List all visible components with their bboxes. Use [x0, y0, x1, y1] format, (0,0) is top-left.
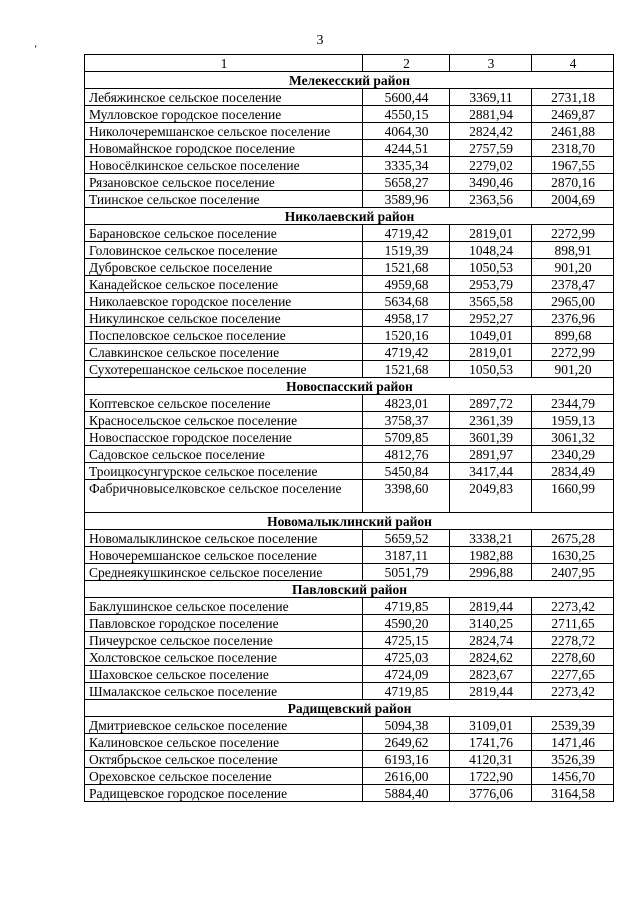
- settlement-name: Новомалыклинское сельское поселение: [85, 530, 363, 547]
- value-cell: 4719,42: [363, 225, 450, 242]
- value-cell: 2539,39: [532, 717, 614, 734]
- settlement-name: Новочеремшанское сельское поселение: [85, 547, 363, 564]
- table-row: [85, 463, 614, 480]
- settlement-name: Барановское сельское поселение: [85, 225, 363, 242]
- settlement-name: Новосёлкинское сельское поселение: [85, 157, 363, 174]
- header-cell: 4: [532, 55, 614, 72]
- table-row: [85, 259, 614, 276]
- table-row: [85, 157, 614, 174]
- table-row: [85, 547, 614, 564]
- value-cell: 3061,32: [532, 429, 614, 446]
- value-cell: 4958,17: [363, 310, 450, 327]
- value-cell: 2616,00: [363, 768, 450, 785]
- table-body: [85, 55, 614, 802]
- value-cell: 4719,42: [363, 344, 450, 361]
- settlement-name: Октябрьское сельское поселение: [85, 751, 363, 768]
- value-cell: 2272,99: [532, 225, 614, 242]
- value-cell: 3526,39: [532, 751, 614, 768]
- value-cell: 2819,44: [450, 598, 532, 615]
- value-cell: 1660,99: [532, 480, 614, 513]
- value-cell: 2278,72: [532, 632, 614, 649]
- header-cell: 3: [450, 55, 532, 72]
- value-cell: 2469,87: [532, 106, 614, 123]
- table-row: [85, 666, 614, 683]
- value-cell: 1048,24: [450, 242, 532, 259]
- settlement-name: Никулинское сельское поселение: [85, 310, 363, 327]
- value-cell: 4725,03: [363, 649, 450, 666]
- settlement-name: Славкинское сельское поселение: [85, 344, 363, 361]
- table-row: [85, 191, 614, 208]
- settlement-name: Поспеловское сельское поселение: [85, 327, 363, 344]
- value-cell: 3490,46: [450, 174, 532, 191]
- value-cell: 2996,88: [450, 564, 532, 581]
- value-cell: 5709,85: [363, 429, 450, 446]
- value-cell: 5600,44: [363, 89, 450, 106]
- settlement-name: Фабричновыселковское сельское поселение: [85, 480, 363, 513]
- table-row: [85, 327, 614, 344]
- value-cell: 2675,28: [532, 530, 614, 547]
- value-cell: 4550,15: [363, 106, 450, 123]
- value-cell: 2340,29: [532, 446, 614, 463]
- value-cell: 899,68: [532, 327, 614, 344]
- table-row: [85, 412, 614, 429]
- settlement-name: Новомайнское городское поселение: [85, 140, 363, 157]
- table-row: [85, 89, 614, 106]
- value-cell: 1521,68: [363, 361, 450, 378]
- value-cell: 1519,39: [363, 242, 450, 259]
- value-cell: 1471,46: [532, 734, 614, 751]
- value-cell: 3589,96: [363, 191, 450, 208]
- value-cell: 2824,42: [450, 123, 532, 140]
- settlement-name: Николаевское городское поселение: [85, 293, 363, 310]
- district-name: Николаевский район: [85, 208, 614, 225]
- table-row: [85, 598, 614, 615]
- table-row: [85, 751, 614, 768]
- settlement-name: Пичеурское сельское поселение: [85, 632, 363, 649]
- value-cell: 2273,42: [532, 598, 614, 615]
- value-cell: 5094,38: [363, 717, 450, 734]
- value-cell: 2361,39: [450, 412, 532, 429]
- settlement-name: Троицкосунгурское сельское поселение: [85, 463, 363, 480]
- settlement-name: Баклушинское сельское поселение: [85, 598, 363, 615]
- value-cell: 2273,42: [532, 683, 614, 700]
- settlement-name: Николочеремшанское сельское поселение: [85, 123, 363, 140]
- settlement-name: Дубровское сельское поселение: [85, 259, 363, 276]
- value-cell: 2834,49: [532, 463, 614, 480]
- value-cell: 2819,01: [450, 344, 532, 361]
- settlement-name: Шмалакское сельское поселение: [85, 683, 363, 700]
- district-row: [85, 208, 614, 225]
- district-row: [85, 513, 614, 530]
- value-cell: 5051,79: [363, 564, 450, 581]
- value-cell: 3369,11: [450, 89, 532, 106]
- value-cell: 4120,31: [450, 751, 532, 768]
- value-cell: 2004,69: [532, 191, 614, 208]
- value-cell: 4719,85: [363, 598, 450, 615]
- settlement-name: Сухотерешанское сельское поселение: [85, 361, 363, 378]
- district-name: Новомалыклинский район: [85, 513, 614, 530]
- header-row: [85, 55, 614, 72]
- value-cell: 2049,83: [450, 480, 532, 513]
- district-name: Новоспасский район: [85, 378, 614, 395]
- district-row: [85, 581, 614, 598]
- scan-speck: ‘: [34, 44, 38, 55]
- table-row: [85, 123, 614, 140]
- value-cell: 5450,84: [363, 463, 450, 480]
- value-cell: 2819,44: [450, 683, 532, 700]
- table-row: [85, 649, 614, 666]
- value-cell: 1521,68: [363, 259, 450, 276]
- settlement-name: Мулловское городское поселение: [85, 106, 363, 123]
- table-row: [85, 276, 614, 293]
- table-row: [85, 344, 614, 361]
- value-cell: 3398,60: [363, 480, 450, 513]
- data-table: [84, 54, 614, 802]
- settlement-name: Калиновское сельское поселение: [85, 734, 363, 751]
- value-cell: 1050,53: [450, 361, 532, 378]
- value-cell: 6193,16: [363, 751, 450, 768]
- settlement-name: Новоспасское городское поселение: [85, 429, 363, 446]
- value-cell: 3338,21: [450, 530, 532, 547]
- value-cell: 2881,94: [450, 106, 532, 123]
- value-cell: 2278,60: [532, 649, 614, 666]
- value-cell: 2272,99: [532, 344, 614, 361]
- value-cell: 2279,02: [450, 157, 532, 174]
- table-row: [85, 734, 614, 751]
- value-cell: 2891,97: [450, 446, 532, 463]
- settlement-name: Садовское сельское поселение: [85, 446, 363, 463]
- value-cell: 1982,88: [450, 547, 532, 564]
- value-cell: 5884,40: [363, 785, 450, 802]
- value-cell: 1520,16: [363, 327, 450, 344]
- value-cell: 2824,74: [450, 632, 532, 649]
- value-cell: 2277,65: [532, 666, 614, 683]
- settlement-name: Лебяжинское сельское поселение: [85, 89, 363, 106]
- district-row: [85, 72, 614, 89]
- value-cell: 4959,68: [363, 276, 450, 293]
- table-row: [85, 446, 614, 463]
- header-cell: 2: [363, 55, 450, 72]
- table-row: [85, 683, 614, 700]
- table-row: [85, 174, 614, 191]
- table-row: [85, 615, 614, 632]
- value-cell: 2953,79: [450, 276, 532, 293]
- value-cell: 2819,01: [450, 225, 532, 242]
- table-row: [85, 242, 614, 259]
- value-cell: 4719,85: [363, 683, 450, 700]
- settlement-name: Красносельское сельское поселение: [85, 412, 363, 429]
- header-cell: 1: [85, 55, 363, 72]
- settlement-name: Радищевское городское поселение: [85, 785, 363, 802]
- settlement-name: Холстовское сельское поселение: [85, 649, 363, 666]
- value-cell: 2378,47: [532, 276, 614, 293]
- value-cell: 3776,06: [450, 785, 532, 802]
- table-row: [85, 395, 614, 412]
- value-cell: 3335,34: [363, 157, 450, 174]
- table-row: [85, 225, 614, 242]
- value-cell: 3140,25: [450, 615, 532, 632]
- value-cell: 5659,52: [363, 530, 450, 547]
- value-cell: 2897,72: [450, 395, 532, 412]
- settlement-name: Рязановское сельское поселение: [85, 174, 363, 191]
- value-cell: 1959,13: [532, 412, 614, 429]
- value-cell: 2757,59: [450, 140, 532, 157]
- value-cell: 4590,20: [363, 615, 450, 632]
- table-row: [85, 632, 614, 649]
- table-row: [85, 310, 614, 327]
- table-row: [85, 530, 614, 547]
- value-cell: 2318,70: [532, 140, 614, 157]
- value-cell: 4812,76: [363, 446, 450, 463]
- value-cell: 3187,11: [363, 547, 450, 564]
- settlement-name: Среднеякушкинское сельское поселение: [85, 564, 363, 581]
- table-row: [85, 480, 614, 513]
- value-cell: 2407,95: [532, 564, 614, 581]
- value-cell: 3417,44: [450, 463, 532, 480]
- district-name: Мелекесский район: [85, 72, 614, 89]
- settlement-name: Головинское сельское поселение: [85, 242, 363, 259]
- settlement-name: Ореховское сельское поселение: [85, 768, 363, 785]
- settlement-name: Канадейское сельское поселение: [85, 276, 363, 293]
- value-cell: 4724,09: [363, 666, 450, 683]
- value-cell: 1050,53: [450, 259, 532, 276]
- value-cell: 2376,96: [532, 310, 614, 327]
- value-cell: 1049,01: [450, 327, 532, 344]
- district-name: Павловский район: [85, 581, 614, 598]
- value-cell: 2731,18: [532, 89, 614, 106]
- table-row: [85, 140, 614, 157]
- value-cell: 1967,55: [532, 157, 614, 174]
- district-row: [85, 700, 614, 717]
- value-cell: 4064,30: [363, 123, 450, 140]
- table-row: [85, 293, 614, 310]
- value-cell: 3109,01: [450, 717, 532, 734]
- table-row: [85, 429, 614, 446]
- value-cell: 2461,88: [532, 123, 614, 140]
- page-number: 3: [316, 33, 324, 48]
- value-cell: 2952,27: [450, 310, 532, 327]
- settlement-name: Шаховское сельское поселение: [85, 666, 363, 683]
- value-cell: 2649,62: [363, 734, 450, 751]
- value-cell: 4725,15: [363, 632, 450, 649]
- value-cell: 3758,37: [363, 412, 450, 429]
- settlement-name: Дмитриевское сельское поселение: [85, 717, 363, 734]
- value-cell: 5634,68: [363, 293, 450, 310]
- value-cell: 901,20: [532, 361, 614, 378]
- value-cell: 2965,00: [532, 293, 614, 310]
- table-row: [85, 768, 614, 785]
- value-cell: 1630,25: [532, 547, 614, 564]
- value-cell: 5658,27: [363, 174, 450, 191]
- table-row: [85, 564, 614, 581]
- value-cell: 898,91: [532, 242, 614, 259]
- value-cell: 1741,76: [450, 734, 532, 751]
- value-cell: 2344,79: [532, 395, 614, 412]
- value-cell: 2711,65: [532, 615, 614, 632]
- value-cell: 1722,90: [450, 768, 532, 785]
- value-cell: 2870,16: [532, 174, 614, 191]
- district-row: [85, 378, 614, 395]
- value-cell: 4244,51: [363, 140, 450, 157]
- value-cell: 1456,70: [532, 768, 614, 785]
- settlement-name: Тиинское сельское поселение: [85, 191, 363, 208]
- settlement-name: Коптевское сельское поселение: [85, 395, 363, 412]
- settlement-name: Павловское городское поселение: [85, 615, 363, 632]
- table-row: [85, 785, 614, 802]
- value-cell: 3601,39: [450, 429, 532, 446]
- value-cell: 3565,58: [450, 293, 532, 310]
- value-cell: 3164,58: [532, 785, 614, 802]
- value-cell: 2824,62: [450, 649, 532, 666]
- value-cell: 2823,67: [450, 666, 532, 683]
- value-cell: 901,20: [532, 259, 614, 276]
- table-row: [85, 361, 614, 378]
- table-row: [85, 106, 614, 123]
- table-row: [85, 717, 614, 734]
- district-name: Радищевский район: [85, 700, 614, 717]
- value-cell: 4823,01: [363, 395, 450, 412]
- value-cell: 2363,56: [450, 191, 532, 208]
